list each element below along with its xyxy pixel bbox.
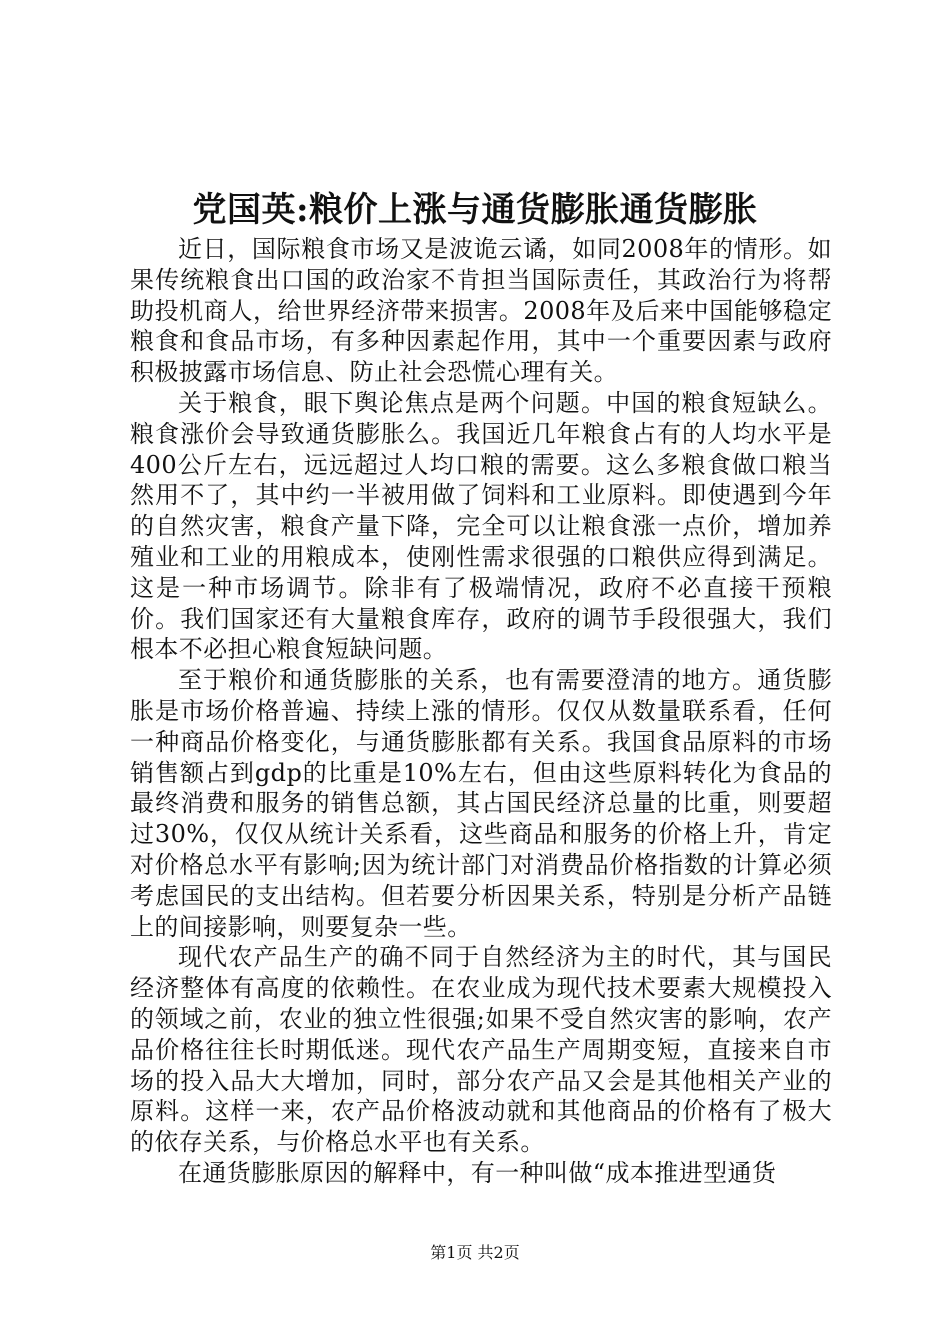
document-body bbox=[130, 234, 832, 1189]
page-number-footer: 第1页 共2页 bbox=[430, 1243, 520, 1262]
paragraph: 在通货膨胀原因的解释中，有一种叫做“成本推进型通货 bbox=[178, 1158, 777, 1187]
paragraph: 至于粮价和通货膨胀的关系，也有需要澄清的地方。通货膨胀是市场价格普遍、持续上涨的情形。仅仅从数量联系看，任何一种商品价格变化，与通货膨胀都有关系。我国食品原料的市场销售额占到gdp的比重是10%左右，但由这些原料转化为食品的最终消费和服务的销售总额，其占国民经济总量的比重，则要超过30%，仅仅从统计关系看，这些商品和服务的价格上升，肯定对价格总水平有影响;因为统计部门对消费品价格指数的计算必须考虑国民的支出结构。但若要分析因果关系，特别是分析产品链上的间接影响，则要复杂一些。 bbox=[130, 666, 832, 941]
paragraph: 现代农产品生产的确不同于自然经济为主的时代，其与国民经济整体有高度的依赖性。在农业成为现代技术要素大规模投入的领域之前，农业的独立性很强;如果不受自然灾害的影响，农产品价格往往长时期低迷。现代农产品生产周期变短，直接来自市场的投入品大大增加，同时，部分农产品又会是其他相关产业的原料。这样一来，农产品价格波动就和其他商品的价格有了极大的依存关系，与价格总水平也有关系。 bbox=[130, 943, 832, 1157]
paragraph: 近日，国际粮食市场又是波诡云谲，如同2008年的情形。如果传统粮食出口国的政治家不肯担当国际责任，其政治行为将帮助投机商人，给世界经济带来损害。2008年及后来中国能够稳定粮食和食品市场，有多种因素起作用，其中一个重要因素与政府积极披露市场信息、防止社会恐慌心理有关。 bbox=[130, 235, 832, 387]
document-title: 党国英:粮价上涨与通货膨胀通货膨胀 bbox=[192, 190, 758, 230]
paragraph: 关于粮食，眼下舆论焦点是两个问题。中国的粮食短缺么。粮食涨价会导致通货膨胀么。我国近几年粮食占有的人均水平是400公斤左右，远远超过人均口粮的需要。这么多粮食做口粮当然用不了，其中约一半被用做了饲料和工业原料。即使遇到今年的自然灾害，粮食产量下降，完全可以让粮食涨一点价，增加养殖业和工业的用粮成本，使刚性需求很强的口粮供应得到满足。这是一种市场调节。除非有了极端情况，政府不必直接干预粮价。我们国家还有大量粮食库存，政府的调节手段很强大，我们根本不必担心粮食短缺问题。 bbox=[130, 388, 832, 664]
